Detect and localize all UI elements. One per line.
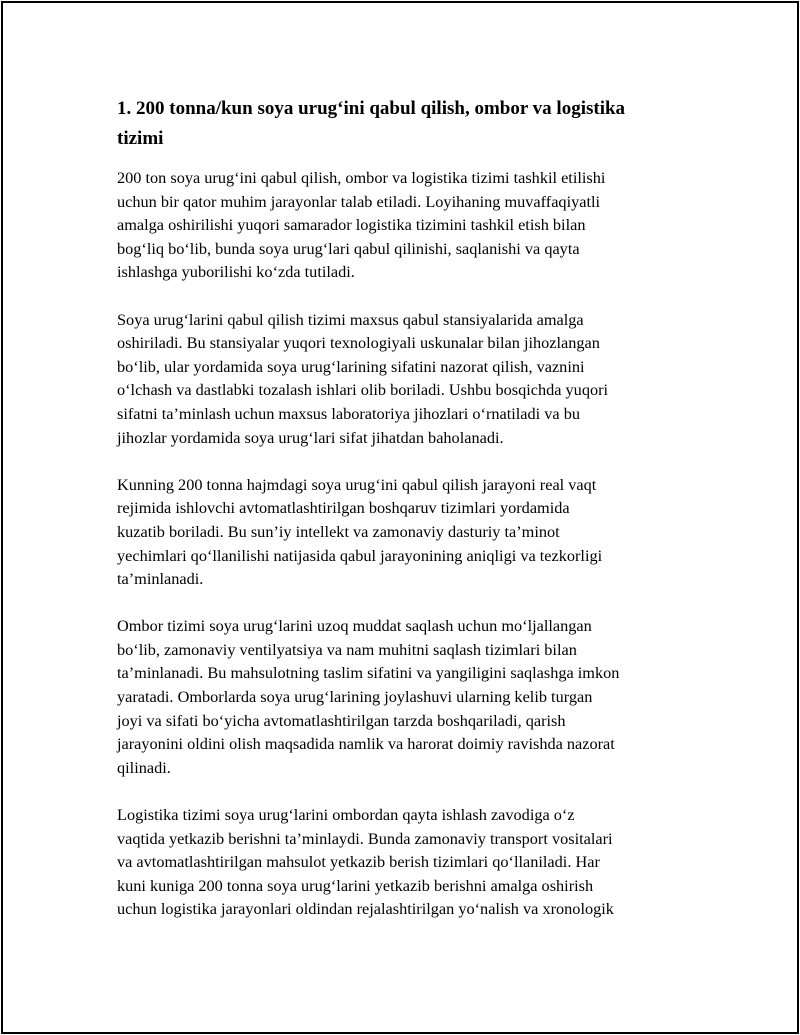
text-line: kuzatib boriladi. Bu sun’iy intellekt va zamonaviy dasturiy ta’minot [117,521,560,541]
text-line: uchun bir qator muhim jarayonlar talab etiladi. Loyihaning muvaffaqiyatli [117,191,601,211]
text-line: o‘lchash va dastlabki tozalash ishlari olib boriladi. Ushbu bosqichda yuqori [117,380,609,400]
text-line: oshiriladi. Bu stansiyalar yuqori texnologiyali uskunalar bilan jihozlangan [117,333,600,353]
heading-line: 1. 200 tonna/kun soya urug‘ini qabul qilish, ombor va logistika [117,98,626,119]
text-line: Soya urug‘larini qabul qilish tizimi maxsus qabul stansiyalarida amalga [117,309,584,329]
paragraph-automation [117,473,697,591]
text-line: jarayonini oldini olish maqsadida namlik va harorat doimiy ravishda nazorat [117,734,615,754]
paragraph-receiving-overview [117,166,697,284]
text-line: kuni kuniga 200 tonna soya urug‘larini yetkazib berishni amalga oshirish [117,875,594,895]
paragraph-logistics [117,803,697,921]
paragraph-receiving-stations [117,308,697,450]
text-line: ta’minlanadi. Bu mahsulotning taslim sifatini va yangiligini saqlashga imkon [117,663,620,683]
text-line: bo‘lib, zamonaviy ventilyatsiya va nam muhitni saqlash tizimlari bilan [117,639,577,659]
text-line: qilinadi. [117,757,171,777]
section-heading [117,94,697,154]
text-line: amalga oshirilishi yuqori samarador logistika tizimini tashkil etish bilan [117,215,586,235]
text-line: bo‘lib, ular yordamida soya urug‘larining sifatini nazorat qilish, vaznini [117,356,585,376]
text-line: joyi va sifati bo‘yicha avtomatlashtirilgan tarzda boshqariladi, qarish [117,710,566,730]
text-line: va avtomatlashtirilgan mahsulot yetkazib berish tizimlari qo‘llaniladi. Har [117,852,600,872]
text-line: rejimida ishlovchi avtomatlashtirilgan boshqaruv tizimlari yordamida [117,498,570,518]
text-line: 200 ton soya urug‘ini qabul qilish, ombor va logistika tizimi tashkil etilishi [117,168,606,187]
text-line: ishlashga yuborilishi ko‘zda tutiladi. [117,262,355,282]
text-line: sifatni ta’minlash uchun maxsus laboratoriya jihozlari o‘rnatiladi va bu [117,403,580,423]
text-line: vaqtida yetkazib berishni ta’minlaydi. Bunda zamonaviy transport vositalari [117,828,613,848]
text-line: jihozlar yordamida soya urug‘lari sifat jihatdan baholanadi. [117,427,504,447]
heading-line: tizimi [117,128,164,149]
text-line: bog‘liq bo‘lib, bunda soya urug‘lari qabul qilinishi, saqlanishi va qayta [117,238,580,258]
text-line: Logistika tizimi soya urug‘larini ombordan qayta ishlash zavodiga o‘z [117,805,575,825]
text-line: yaratadi. Omborlarda soya urug‘larining joylashuvi ularning kelib turgan [117,687,593,707]
text-line: uchun logistika jarayonlari oldindan rejalashtirilgan yo‘nalish va xronologik [117,899,614,919]
text-line: Ombor tizimi soya urug‘larini uzoq muddat saqlash uchun mo‘ljallangan [117,616,592,636]
document-body [117,94,697,945]
text-line: yechimlari qo‘llanilishi natijasida qabul jarayonining aniqligi va tezkorligi [117,545,603,565]
paragraph-storage [117,614,697,779]
text-line: ta’minlanadi. [117,569,204,589]
text-line: Kunning 200 tonna hajmdagi soya urug‘ini qabul qilish jarayoni real vaqt [117,474,597,494]
